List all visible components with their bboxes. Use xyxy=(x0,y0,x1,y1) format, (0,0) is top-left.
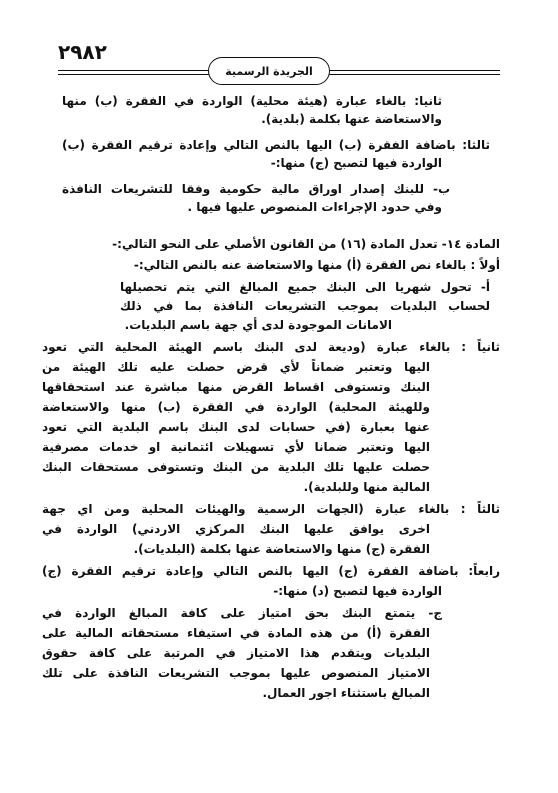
text-line: الامانات الموجودة لدى أي جهة باسم البلديات. xyxy=(124,318,392,332)
text-line: اخرى يوافق عليها البنك المركزي الاردني) الواردة في xyxy=(42,522,430,536)
text-line: والاستعاضة عنها بكلمة (بلدية). xyxy=(261,112,442,126)
text-line: الواردة فيها لتصبح (ج) منها:- xyxy=(270,156,442,170)
page-number: ٢٩٨٢ xyxy=(58,40,107,64)
text-line: ثانيا: بالغاء عبارة (هيئة محلية) الواردة في الفقرة (ب) منها xyxy=(62,94,442,108)
text-line: المبالغ باستثناء اجور العمال. xyxy=(262,686,430,700)
text-line: ب- للبنك إصدار اوراق مالية حكومية وفقا للتشريعات النافذة xyxy=(62,182,450,196)
text-line: الفقرة (ج) منها والاستعاضة عنها بكلمة (البلديات). xyxy=(133,542,430,556)
text-line: الفقرة (أ) من هذه المادة في استيفاء مستحقاته المالية على xyxy=(42,626,430,640)
text-line: حصلت عليها تلك البلدية من البنك وتستوفى مستحقات البنك xyxy=(42,460,430,474)
text-line: رابعاً: باضافة الفقرة (ج) اليها بالنص التالي وإعادة ترقيم الفقرة (ج) xyxy=(42,564,500,578)
text-line: ثالثا: باضافة الفقرة (ب) اليها بالنص التالي وإعادة ترقيم الفقرة (ب) xyxy=(62,138,490,152)
text-line: المالية منها وللبلدية). xyxy=(303,480,430,494)
text-line: اليها وتعتبر ضمانا لأي تسهيلات ائتمانية او خدمات مصرفية xyxy=(42,440,430,454)
text-line: أولاً : بالغاء نص الفقرة (أ) منها والاستعاضة عنه بالنص التالي:- xyxy=(133,258,500,272)
text-line: ج- يتمتع البنك بحق امتياز على كافة المبالغ الواردة في xyxy=(42,606,442,620)
gazette-masthead: الجريدة الرسمية xyxy=(208,57,330,85)
text-line: لحساب البلديات بموجب التشريعات النافذة بما في ذلك xyxy=(120,299,490,313)
text-line: ثانياً : بالغاء عبارة (وديعة لدى البنك باسم الهيئة المحلية التي تعود xyxy=(42,340,500,354)
article-heading: المادة ١٤- تعدل المادة (١٦) من القانون الأصلي على النحو التالي:- xyxy=(112,237,500,251)
text-line: أ- تحول شهريا الى البنك جميع المبالغ التي يتم تحصيلها xyxy=(120,280,490,294)
text-line: وفي حدود الإجراءات المنصوص عليها فيها . xyxy=(187,200,442,214)
text-line: وللهيئة المحلية) الواردة في الفقرة (ب) منها والاستعاضة xyxy=(42,400,430,414)
text-line: البنك وتستوفى اقساط القرض منها مباشرة عند استحقاقها xyxy=(42,380,430,394)
text-line: البلديات ويتقدم هذا الامتياز في المرتبة على كافة حقوق xyxy=(42,646,430,660)
text-line: اليها وتعتبر ضماناً لأي قرض حصلت عليه تلك الهيئة من xyxy=(42,360,430,374)
text-line: ثالثاً : بالغاء عبارة (الجهات الرسمية والهيئات المحلية ومن اي جهة xyxy=(42,502,500,516)
text-line: الواردة فيها لتصبح (د) منها:- xyxy=(273,584,442,598)
text-line: عنها بعبارة (في حسابات لدى البنك باسم البلدية التي تعود xyxy=(42,420,430,434)
text-line: الامتياز المنصوص عليها بموجب التشريعات النافذة على تلك xyxy=(42,666,430,680)
